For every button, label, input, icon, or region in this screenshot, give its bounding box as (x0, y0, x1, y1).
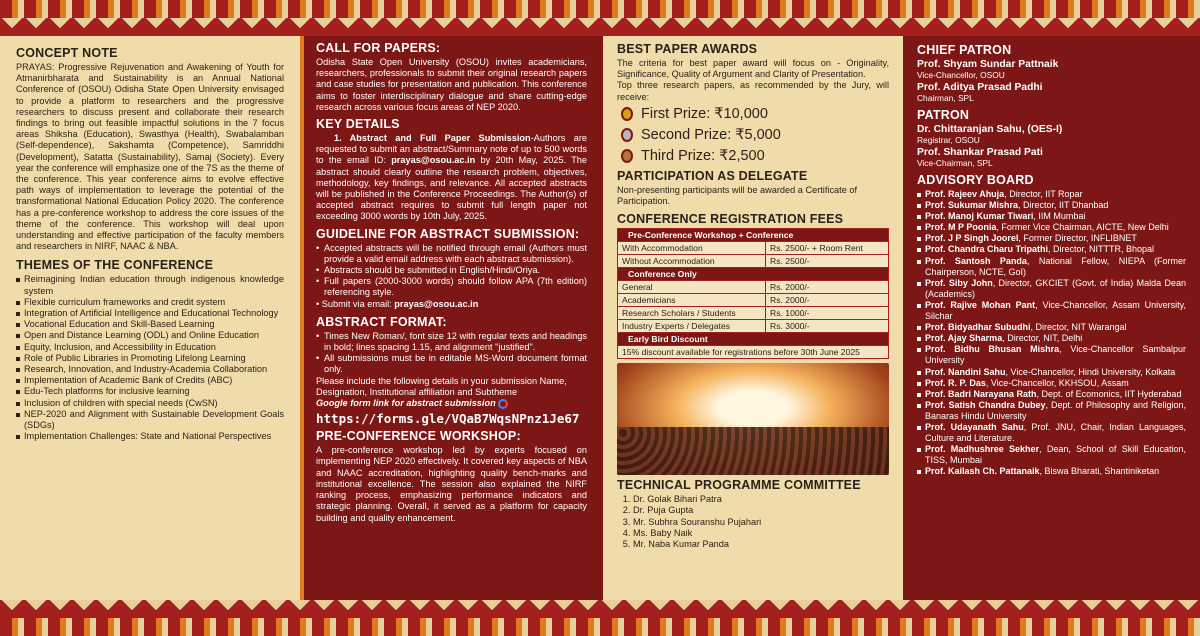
theme-item: Research, Innovation, and Industry-Academia Collaboration (16, 364, 284, 375)
advisory-affiliation: , Vice-Chancellor, Hindi University, Kolkata (1005, 366, 1176, 377)
advisory-affiliation: , Biswa Bharati, Shantiniketan (1039, 466, 1160, 477)
advisory-affiliation: , Director, IIT Ropar (1004, 189, 1083, 199)
advisory-affiliation: , Dean, School of Skill Education, TISS, Mumbai (925, 444, 1186, 466)
format-item: • Times New Roman/, font size 12 with regular texts and headings in bold; lines spacing 1.15, and alignment "justified". (316, 331, 587, 353)
workshop-title: PRE-CONFERENCE WORKSHOP: (316, 429, 521, 444)
guideline-list (316, 243, 587, 299)
advisory-member (917, 389, 1186, 400)
key-text (316, 133, 587, 223)
fees-category: Research Scholars / Students (618, 307, 766, 320)
advisory-member (917, 211, 1186, 222)
tpc-title: TECHNICAL PROGRAMME COMMITTEE (617, 478, 861, 493)
advisory-member (917, 300, 1186, 322)
form-label: Google form link for abstract submission (316, 398, 496, 409)
guideline-title: GUIDELINE FOR ABSTRACT SUBMISSION: (316, 226, 580, 241)
fees-amount: Rs. 1000/- (766, 307, 889, 320)
key-lead: 1. Abstract and Full Paper Submission (334, 133, 531, 144)
fees-row (618, 281, 889, 294)
delegate-text: Non-presenting participants will be awarded a Certificate of Participation. (617, 184, 858, 207)
advisory-name: Prof. Badri Narayana Rath (925, 388, 1037, 399)
top-border-pattern (0, 0, 1200, 36)
theme-item: Implementation Challenges: State and National Perspectives (16, 431, 284, 442)
advisory-member (917, 278, 1186, 300)
patron-panel (903, 36, 1200, 600)
tpc-member: 5. Mr. Naba Kumar Panda (633, 539, 889, 550)
advisory-name: Prof. Satish Chandra Dubey (925, 399, 1046, 410)
theme-item: Equity, Inclusion, and Accessibility in Education (16, 342, 284, 353)
tpc-member: 3. Mr. Subhra Souranshu Pujahari (633, 517, 889, 528)
form-link[interactable]: https://forms.gle/VQaB7WqsNPnz1Je67 (316, 411, 580, 427)
advisory-member (917, 222, 1186, 233)
advisory-name: Prof. Rajeev Ahuja (925, 189, 1005, 199)
prize-list (617, 104, 889, 166)
call-title: CALL FOR PAPERS: (316, 41, 441, 55)
awards-title: BEST PAPER AWARDS (617, 42, 758, 56)
tpc-member: 2. Dr. Puja Gupta (633, 505, 889, 516)
theme-item: Flexible curriculum frameworks and credit system (16, 297, 284, 308)
advisory-name: Prof. Bidhu Bhusan Mishra (925, 344, 1060, 355)
theme-item: Vocational Education and Skill-Based Learning (16, 319, 284, 330)
advisory-name: Prof. Kailash Ch. Pattanaik (925, 466, 1040, 477)
advisory-name: Prof. Santosh Panda (925, 255, 1027, 266)
delegate-title: PARTICIPATION AS DELEGATE (617, 168, 808, 183)
patron-name: Dr. Chittaranjan Sahu, (OES-I) (917, 124, 1063, 135)
fees-row (618, 307, 889, 320)
theme-item: Edu-Tech platforms for inclusive learning (16, 386, 284, 397)
fees-category: Without Accommodation (618, 255, 766, 268)
advisory-member (917, 444, 1186, 466)
fees-amount: Rs. 2000/- (766, 294, 889, 307)
patron-role: Registrar, OSOU (917, 135, 980, 145)
theme-item: Integration of Artificial Intelligence and Educational Technology (16, 308, 284, 319)
theme-item: Implementation of Academic Bank of Credits (ABC) (16, 375, 284, 386)
advisory-name: Prof. M P Poonia (925, 222, 997, 233)
format-list (316, 331, 587, 376)
advisory-member (917, 256, 1186, 278)
advisory-name: Prof. Ajay Sharma (925, 333, 1003, 344)
key-title: KEY DETAILS (316, 117, 400, 132)
key-text1: -Authors are requested to submit an abstract/Summary note of up to 500 words to the email ID: (316, 133, 587, 166)
fees-section-header: Conference Only (618, 268, 889, 281)
tpc-member: 4. Ms. Baby Naik (633, 528, 889, 539)
advisory-name: Prof. Bidyadhar Subudhi (925, 322, 1031, 333)
fees-category: General (618, 281, 766, 294)
format-title: ABSTRACT FORMAT: (316, 314, 447, 329)
advisory-member (917, 244, 1186, 255)
patron-role: Vice-Chairman, SPL (917, 158, 993, 168)
themes-list (16, 274, 284, 442)
fees-row (618, 242, 889, 255)
advisory-name: Prof. J P Singh Joorel (925, 233, 1019, 244)
advisory-member (917, 367, 1186, 378)
patron-name: Prof. Shankar Prasad Pati (917, 147, 1043, 158)
prize-label: First Prize: ₹10,000 (641, 105, 768, 122)
medal-icon (621, 149, 633, 163)
advisory-name: Prof. Rajive Mohan Pant (925, 299, 1036, 310)
advisory-member (917, 189, 1186, 200)
chief-title: CHIEF PATRON (917, 43, 1012, 57)
tpc-list (633, 494, 889, 550)
advisory-member (917, 400, 1186, 422)
advisory-affiliation: , Former Director, INFLIBNET (1018, 233, 1137, 244)
advisory-name: Prof. Chandra Charu Tripathi (925, 244, 1049, 255)
fees-category: Industry Experts / Delegates (618, 320, 766, 333)
advisory-member (917, 233, 1186, 244)
fees-amount: Rs. 3000/- (766, 320, 889, 333)
key-text2: by 20th May, 2025. The abstract should clearly outline the research problem, objectives, methodology, key findings, and relevance. All accepted abstracts will be published in the Conference Proceedings. The Author(s) of accepted abstract requires to submit full length paper not exceeding 3000 words by 10th July, 2025. (316, 155, 587, 222)
fees-amount: Rs. 2000/- (766, 281, 889, 294)
advisory-affiliation: , IIM Mumbai (1033, 211, 1086, 222)
submit-label: Submit via email: (321, 298, 395, 309)
fees-row (618, 255, 889, 268)
fees-amount: Rs. 2500/- (766, 255, 889, 268)
submit-email[interactable]: prayas@osou.ac.in (394, 298, 479, 309)
medal-icon (621, 107, 633, 121)
format-item: • All submissions must be in editable MS-Word document format only. (316, 353, 587, 375)
concept-panel (0, 36, 300, 600)
prize-row (621, 125, 889, 145)
theme-item: Role of Public Libraries in Promoting Lifelong Learning (16, 353, 284, 364)
chief-list (917, 59, 1186, 103)
prize-label: Third Prize: ₹2,500 (641, 147, 765, 164)
theme-item: Open and Distance Learning (ODL) and Online Education (16, 330, 284, 341)
chief-name: Prof. Aditya Prasad Padhi (917, 82, 1043, 93)
advisory-name: Prof. Udayanath Sahu (925, 421, 1024, 432)
theme-item: Reimagining Indian education through indigenous knowledge system (16, 274, 284, 296)
advisory-name: Prof. Manoj Kumar Tiwari (925, 211, 1034, 222)
advisory-affiliation: , Former Vice Chairman, AICTE, New Delhi (996, 222, 1169, 233)
call-panel (300, 36, 603, 600)
chief-name: Prof. Shyam Sundar Pattnaik (917, 59, 1059, 70)
guideline-item: • Accepted abstracts will be notified through email (Authors must provide a valid email address with each abstract submission). (316, 243, 587, 265)
prize-row (621, 146, 889, 166)
advisory-affiliation: , Director, GKCIET (Govt. of India) Malda Dean (Academics) (925, 277, 1187, 299)
advisory-name: Prof. Sukumar Mishra (925, 200, 1019, 211)
advisory-name: Prof. R. P. Das (925, 377, 986, 388)
fees-title: CONFERENCE REGISTRATION FEES (617, 212, 844, 227)
format-text: Please include the following details in your submission Name, Designation, Institutional affiliation and Subtheme (316, 375, 567, 397)
awards-text: The criteria for best paper award will focus on - Originality, Significance, Quality of Argument and Clarity of Presentation. (617, 58, 889, 80)
advisory-member (917, 344, 1186, 366)
guideline-item: • Abstracts should be submitted in English/Hindi/Oriya. (316, 265, 587, 276)
form-label-row (316, 398, 587, 409)
advisory-member (917, 466, 1186, 477)
chief-role: Vice-Chancellor, OSOU (917, 70, 1005, 80)
fees-amount: Rs. 2500/- + Room Rent (766, 242, 889, 255)
advisory-name: Prof. Siby John (925, 277, 993, 288)
advisory-affiliation: , Director, IIT Dhanbad (1018, 200, 1109, 211)
fees-note: 15% discount available for registrations before 30th June 2025 (618, 346, 889, 359)
awards-panel (603, 36, 903, 600)
prize-label: Second Prize: ₹5,000 (641, 126, 781, 143)
advisory-name: Prof. Madhushree Sekher (925, 444, 1040, 455)
fees-category: With Accommodation (618, 242, 766, 255)
fees-category: Academicians (618, 294, 766, 307)
guideline-item: • Full papers (2000-3000 words) should follow APA (7th edition) referencing style. (316, 276, 587, 298)
advisory-affiliation: , Vice-Chancellor, Assam University, Silchar (925, 299, 1186, 322)
fold-divider (300, 36, 304, 600)
fees-table (617, 228, 889, 359)
advisory-affiliation: , Vice-Chancellor Sambalpur University (925, 344, 1186, 366)
themes-title: THEMES OF THE CONFERENCE (16, 258, 214, 273)
advisory-affiliation: , National Fellow, NIEPA (Former Chairperson, NCTE, GoI) (925, 255, 1187, 277)
call-text: Odisha State Open University (OSOU) invites academicians, researchers, professionals to submit their original research papers and case studies for presentation and publication. This conference aims to foster interdisciplinary dialogue and share cutting-edge research across various focus areas of NEP 2020. (316, 57, 587, 112)
patron-title: PATRON (917, 108, 970, 122)
fees-section-header: Early Bird Discount (618, 333, 889, 346)
tpc-member: 1. Dr. Golak Bihari Patra (633, 494, 889, 505)
advisory-affiliation: , Vice-Chancellor, KKHSOU, Assam (985, 377, 1129, 388)
concept-title: CONCEPT NOTE (16, 46, 118, 60)
guideline-submit: • Submit via email: prayas@osou.ac.in (316, 298, 479, 309)
conference-hall-image (617, 363, 889, 475)
workshop-text: A pre-conference workshop led by experts focused on implementing NEP 2020 effectively. It covered key aspects of NBA and NAAC accreditation, highlighting quality bench-marks and institutional excellence. The session also explained the NIRF ranking process, emphasizing performance indicators and strategic planning. Overall, it served as a platform for capacity building and quality enhancement. (316, 445, 587, 523)
advisory-member (917, 322, 1186, 333)
advisory-affiliation: , Director, NITTTR, Bhopal (1048, 244, 1155, 255)
chief-role: Chairman, SPL (917, 93, 974, 103)
google-icon (498, 399, 508, 409)
fees-section-header: Pre-Conference Workshop + Conference (618, 229, 889, 242)
advisory-affiliation: , Prof. JNU, Chair, Indian Languages, Culture and Literature. (925, 421, 1187, 444)
advisory-member (917, 200, 1186, 211)
advisory-name: Prof. Nandini Sahu (925, 366, 1006, 377)
advisory-affiliation: , Dept. of Ecomonics, IIT Hyderabad (1036, 388, 1182, 399)
fees-row (618, 294, 889, 307)
bottom-border-pattern (0, 600, 1200, 636)
prize-row (621, 104, 889, 124)
patron-list (917, 124, 1186, 168)
advisory-title: ADVISORY BOARD (917, 173, 1034, 187)
theme-item: Inclusion of children with special needs (CwSN) (16, 398, 284, 409)
advisory-list (917, 189, 1186, 477)
concept-text: PRAYAS: Progressive Rejuvenation and Awakening of Youth for Atmanirbharata and Sustainability is an Annual National Conference of (OSOU) Odisha State Open University envisaged to provide a platform to researchers and the progressive researchers to discuss present and collaborate their research findings to bring out feasible impactful solutions in the 7 focus areas Shiksha (Education), Swasthya (Health), Swabalamban (Self-dependence), Sakshamta (Competence), Samriddhi (Development), Satatta (Sustainability), Samaj (Society). Every year the conference will emphasize one of the 7S as the theme of the conference. This year conference aims to evolve effective path ways of implementation to leverage the potential of the transformational National Education Policy 2020. The conference has a pre-conference workshop to address the core issues of the theme of the conference. This workshop will deal upon understanding and effective participation of the faculty members and researchers in NIRF, NAAC & NBA. (16, 62, 284, 252)
awards-text2: Top three research papers, as recommended by the Jury, will receive: (617, 80, 889, 102)
advisory-member (917, 333, 1186, 344)
advisory-affiliation: , Director, NIT, Delhi (1002, 333, 1083, 344)
theme-item: NEP-2020 and Alignment with Sustainable Development Goals (SDGs) (16, 409, 284, 431)
advisory-member (917, 378, 1186, 389)
advisory-member (917, 422, 1186, 444)
key-email[interactable]: prayas@osou.ac.in (391, 155, 476, 166)
advisory-affiliation: , Director, NIT Warangal (1030, 322, 1127, 333)
fees-row (618, 320, 889, 333)
advisory-affiliation: , Dept. of Philosophy and Religion, Banaras Hindu University (925, 399, 1186, 421)
medal-icon (621, 128, 633, 142)
